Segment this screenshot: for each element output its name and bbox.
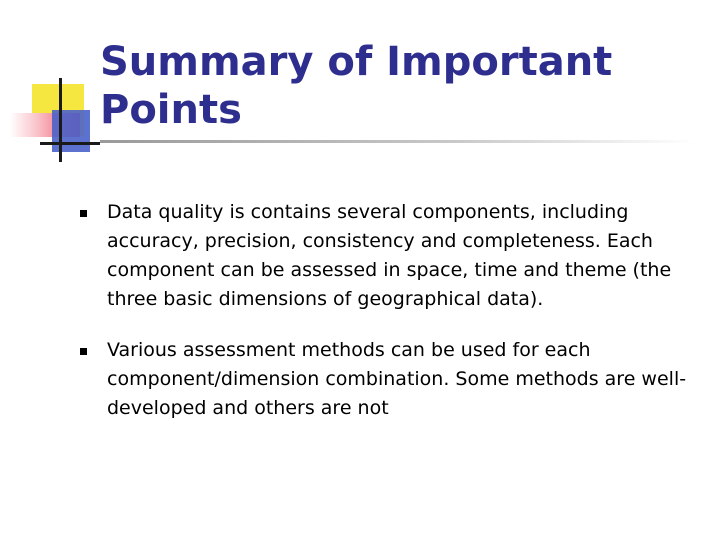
horizontal-line-decoration <box>40 142 100 145</box>
square-bullet-icon <box>80 210 87 217</box>
vertical-line-decoration <box>59 78 62 162</box>
bullet-item <box>80 336 690 423</box>
blue-square-decoration <box>52 110 90 152</box>
title-underline <box>100 140 695 143</box>
bullet-text: Data quality is contains several components, including accuracy, precision, consistency and completeness. Each component can be assessed in space, time and theme (the three basic dimensions of geographical data). <box>107 201 672 310</box>
bullet-text: Various assessment methods can be used for each component/dimension combination. Some methods are well-developed and others are not <box>107 339 687 419</box>
bullet-list <box>80 198 690 445</box>
square-bullet-icon <box>80 348 87 355</box>
slide-title: Summary of Important Points <box>100 39 613 133</box>
bullet-item <box>80 198 690 314</box>
